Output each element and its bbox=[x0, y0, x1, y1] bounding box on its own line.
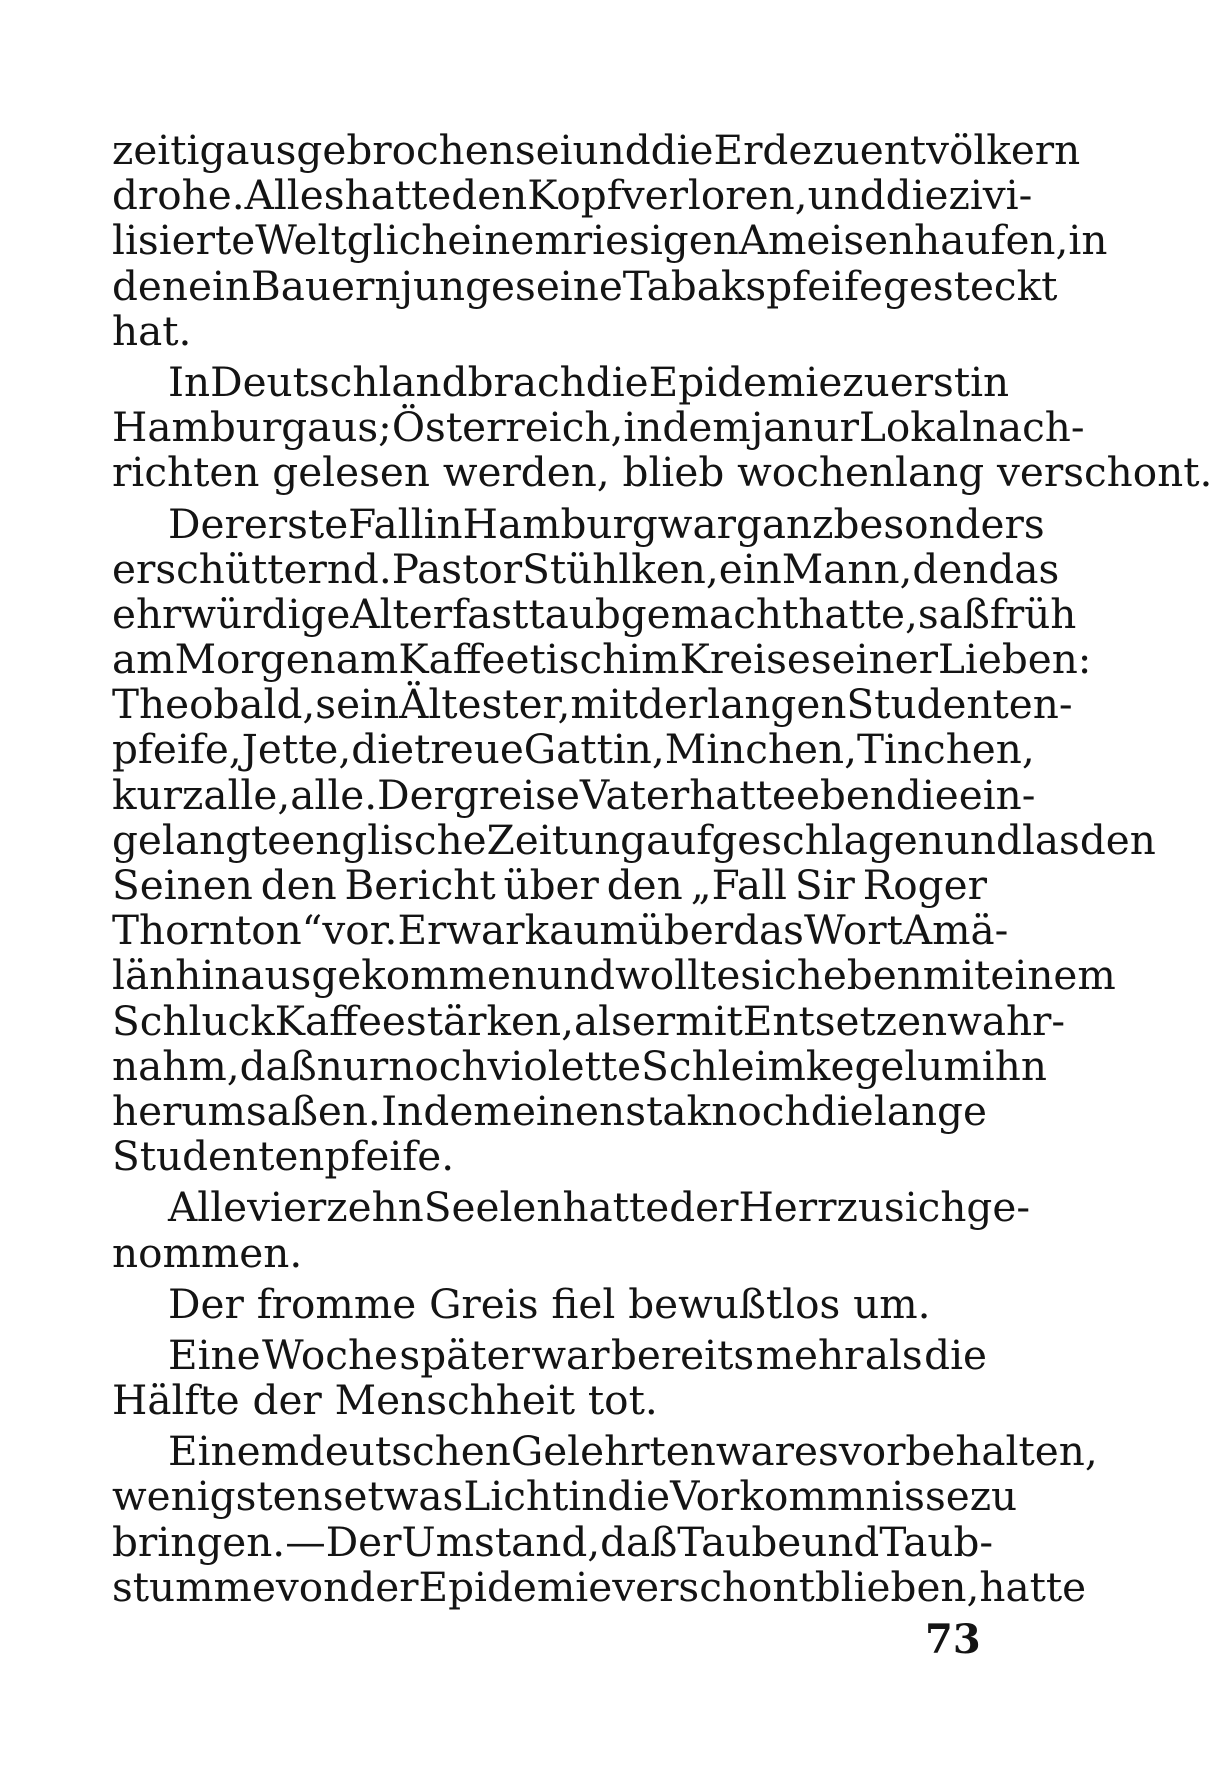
word: Woche bbox=[262, 1330, 398, 1379]
word: wenigstens bbox=[112, 1472, 344, 1521]
word: vorbehalten, bbox=[838, 1427, 1098, 1476]
word: erschütternd. bbox=[112, 544, 392, 593]
text-line bbox=[112, 1330, 987, 1379]
text-line bbox=[112, 635, 1092, 684]
word: mit bbox=[675, 996, 743, 1045]
text-line bbox=[112, 1228, 987, 1277]
word: blieb bbox=[622, 448, 738, 497]
word: als bbox=[864, 1330, 923, 1379]
word: langen bbox=[707, 680, 847, 729]
word: mehr bbox=[755, 1330, 864, 1379]
text-line bbox=[112, 1562, 1087, 1611]
word: In bbox=[168, 357, 211, 406]
word: aufgeschlagen bbox=[646, 815, 944, 864]
word: und bbox=[572, 126, 651, 174]
word: die bbox=[895, 770, 959, 819]
text-line bbox=[112, 1134, 987, 1179]
word: Hamburg bbox=[112, 403, 308, 452]
word: das bbox=[733, 906, 804, 955]
text-line bbox=[112, 126, 1081, 174]
word: gemacht bbox=[620, 589, 799, 638]
word: Gelehrten bbox=[510, 1427, 716, 1476]
word: seine bbox=[515, 261, 623, 310]
word: der bbox=[669, 1183, 739, 1232]
word: war bbox=[531, 1330, 610, 1379]
word: treue bbox=[414, 725, 524, 774]
word: in bbox=[623, 403, 663, 452]
word: Erde bbox=[713, 126, 813, 174]
text-line bbox=[112, 770, 1036, 819]
text-line bbox=[112, 725, 1035, 774]
word: der bbox=[252, 1376, 335, 1425]
word: kurz bbox=[112, 770, 204, 819]
word: alle, bbox=[203, 770, 291, 819]
word: die bbox=[650, 126, 714, 174]
word: Er bbox=[397, 906, 447, 955]
word: — bbox=[285, 1517, 326, 1566]
word: in bbox=[423, 499, 463, 548]
word: werden, bbox=[442, 448, 623, 497]
paragraph bbox=[112, 499, 1156, 1181]
word: dem bbox=[423, 1086, 512, 1135]
word: Greis bbox=[429, 1279, 552, 1328]
word: die bbox=[351, 725, 415, 774]
word: entvölkern bbox=[859, 126, 1081, 174]
word: Tinchen, bbox=[856, 725, 1035, 774]
word: verschont bbox=[612, 1562, 815, 1611]
text-line bbox=[112, 1427, 1098, 1476]
word: die bbox=[924, 1330, 987, 1379]
word: Menschheit bbox=[334, 1376, 588, 1425]
word: nommen. bbox=[112, 1228, 303, 1277]
word: blieben, bbox=[814, 1562, 980, 1611]
word: hatte bbox=[344, 171, 452, 220]
paragraph bbox=[112, 357, 1212, 497]
word: daß bbox=[239, 1041, 317, 1090]
word: seiner bbox=[810, 635, 938, 684]
word: fromme bbox=[256, 1279, 430, 1328]
word: zu bbox=[836, 1183, 884, 1232]
word: Hälfte bbox=[112, 1376, 253, 1425]
word: war bbox=[715, 1427, 795, 1476]
word: Taube bbox=[677, 1517, 802, 1566]
word: Ameisenhaufen, bbox=[738, 216, 1069, 265]
word: Epidemie bbox=[648, 357, 843, 406]
word: einen bbox=[511, 1086, 626, 1135]
word: den bbox=[451, 171, 528, 220]
word: noch bbox=[388, 1041, 488, 1090]
word: den bbox=[112, 261, 188, 310]
text-line bbox=[112, 815, 1156, 864]
word: Schleimkegel bbox=[641, 1041, 918, 1090]
word: ge- bbox=[966, 1183, 1030, 1232]
word: Einem bbox=[168, 1427, 299, 1476]
word: es bbox=[794, 1427, 839, 1476]
paragraph bbox=[112, 1183, 1030, 1277]
word: Bauernjunge bbox=[251, 261, 516, 310]
word: Theobald, bbox=[112, 680, 316, 729]
paragraph bbox=[112, 1427, 1098, 1611]
text-line bbox=[112, 448, 1212, 497]
word: über bbox=[637, 906, 734, 955]
word: hatte bbox=[979, 1562, 1087, 1611]
text-line bbox=[112, 499, 1045, 548]
word: Welt bbox=[255, 216, 347, 265]
word: gelesen bbox=[272, 448, 443, 497]
body-text bbox=[112, 126, 1212, 1611]
word: Mann, bbox=[781, 544, 913, 593]
word: zuerst bbox=[842, 357, 971, 406]
word: richten bbox=[112, 448, 273, 497]
word: län bbox=[112, 951, 176, 1000]
word: Stühlken, bbox=[522, 544, 719, 593]
word: besonders bbox=[833, 499, 1045, 548]
word: vierzehn bbox=[247, 1183, 424, 1232]
word: ganz bbox=[735, 499, 834, 548]
word: lisierte bbox=[112, 216, 256, 265]
word: las bbox=[1021, 815, 1080, 864]
word: fast bbox=[452, 589, 529, 638]
word: noch bbox=[711, 1086, 811, 1135]
word: Gattin, bbox=[523, 725, 665, 774]
text-line bbox=[112, 1086, 987, 1135]
word: die bbox=[607, 1472, 671, 1521]
word: am bbox=[335, 635, 399, 684]
text-line bbox=[112, 1183, 1030, 1232]
word: Vater bbox=[579, 770, 690, 819]
word: die bbox=[810, 1086, 874, 1135]
word: in bbox=[1068, 216, 1108, 265]
word: ehrwürdige bbox=[112, 589, 351, 638]
word: Alles bbox=[244, 171, 345, 220]
word: und bbox=[801, 1517, 880, 1566]
word: mit bbox=[922, 951, 991, 1000]
word: Amä- bbox=[902, 906, 1009, 955]
word: um bbox=[917, 1041, 982, 1090]
word: Der bbox=[377, 770, 453, 819]
word: Fall bbox=[348, 499, 424, 548]
word: am bbox=[112, 635, 175, 684]
word: hinausgekommen bbox=[175, 951, 537, 1000]
word: Studenten- bbox=[846, 680, 1073, 729]
word: erste bbox=[243, 499, 349, 548]
word: Herr bbox=[738, 1183, 837, 1232]
word: Alle bbox=[168, 1183, 248, 1232]
text-line bbox=[112, 1517, 994, 1566]
word: zivi- bbox=[948, 171, 1033, 220]
word: das bbox=[988, 544, 1060, 593]
word: Vorkommnisse bbox=[670, 1472, 970, 1521]
text-line bbox=[112, 544, 1060, 593]
word: Ältester, bbox=[399, 680, 571, 729]
text-line bbox=[112, 863, 987, 908]
word: lange bbox=[873, 1086, 987, 1135]
word: früh bbox=[989, 589, 1077, 638]
text-line bbox=[112, 1041, 1047, 1090]
word: zeitig bbox=[112, 126, 226, 174]
word: war bbox=[446, 906, 525, 955]
word: Lieben: bbox=[938, 635, 1092, 684]
word: ihn bbox=[981, 1041, 1047, 1090]
word: Studentenpfeife. bbox=[112, 1132, 455, 1181]
word: Minchen, bbox=[664, 725, 857, 774]
word: „Fall bbox=[690, 861, 787, 909]
text-line bbox=[112, 306, 987, 355]
text-line bbox=[112, 261, 1058, 310]
word: und bbox=[807, 171, 886, 220]
text-line bbox=[112, 403, 1085, 452]
text-line bbox=[112, 906, 1009, 955]
paragraph bbox=[112, 1330, 987, 1425]
word: den bbox=[606, 861, 683, 909]
text-line bbox=[112, 357, 1010, 406]
word: Kreise bbox=[679, 635, 811, 684]
word: Pastor bbox=[391, 544, 523, 593]
word: kaum bbox=[524, 906, 638, 955]
word: Zeitung bbox=[486, 815, 647, 864]
word: riesigen bbox=[572, 216, 739, 265]
word: hatte bbox=[689, 770, 796, 819]
word: ein bbox=[718, 544, 782, 593]
word: nahm, bbox=[112, 1041, 240, 1090]
word: etwas bbox=[343, 1472, 464, 1521]
word: Der bbox=[325, 1517, 402, 1566]
word: Sir bbox=[794, 861, 855, 909]
word: der bbox=[637, 680, 708, 729]
word: hatte bbox=[562, 1183, 670, 1232]
word: sich bbox=[883, 1183, 967, 1232]
text-line bbox=[112, 1378, 987, 1423]
word: verloren, bbox=[621, 171, 808, 220]
word: Der bbox=[168, 1279, 257, 1328]
word: Kaffee bbox=[274, 996, 406, 1045]
word: deutschen bbox=[298, 1427, 511, 1476]
word: der bbox=[349, 1562, 419, 1611]
word: wollte bbox=[615, 951, 741, 1000]
word: brach bbox=[467, 357, 586, 406]
word: den bbox=[912, 544, 989, 593]
text-line bbox=[112, 996, 1066, 1045]
word: zu bbox=[812, 126, 860, 174]
word: dem bbox=[662, 403, 751, 452]
word: in bbox=[568, 1472, 608, 1521]
word: Morgen bbox=[174, 635, 336, 684]
word: einem bbox=[447, 216, 573, 265]
word: Kaffeetisch bbox=[398, 635, 629, 684]
word: Der bbox=[168, 499, 244, 548]
word: den bbox=[260, 861, 337, 909]
word: alle. bbox=[290, 770, 378, 819]
word: violette bbox=[487, 1041, 642, 1090]
text-line bbox=[112, 589, 1077, 638]
word: aus; bbox=[307, 403, 392, 452]
word: fiel bbox=[551, 1279, 629, 1328]
word: Roger bbox=[862, 861, 987, 909]
word: Wort bbox=[803, 906, 903, 955]
word: und bbox=[943, 815, 1022, 864]
word: den bbox=[1079, 815, 1156, 864]
word: Österreich, bbox=[391, 403, 624, 452]
word: pfeife, bbox=[112, 725, 242, 774]
word: bereits bbox=[610, 1330, 755, 1379]
word: die bbox=[585, 357, 649, 406]
word: eben bbox=[795, 770, 896, 819]
word: glich bbox=[346, 216, 448, 265]
word: hat. bbox=[112, 306, 192, 355]
word: Kopf bbox=[527, 171, 622, 220]
word: sich bbox=[740, 951, 823, 1000]
page-number: 73 bbox=[925, 1616, 981, 1663]
word: saß bbox=[917, 589, 990, 638]
word: nur bbox=[316, 1041, 389, 1090]
word: Entsetzen bbox=[742, 996, 948, 1045]
word: eben bbox=[822, 951, 923, 1000]
word: und bbox=[537, 951, 616, 1000]
word: im bbox=[628, 635, 680, 684]
word: bringen. bbox=[112, 1517, 286, 1566]
word: einem bbox=[990, 951, 1116, 1000]
word: Jette, bbox=[241, 725, 352, 774]
word: Thornton“ bbox=[112, 906, 323, 955]
word: sei bbox=[514, 126, 573, 174]
word: gelangte bbox=[112, 815, 292, 864]
word: Seelen bbox=[423, 1183, 563, 1232]
word: nur bbox=[787, 403, 859, 452]
word: stärken, bbox=[405, 996, 574, 1045]
word: Deutschland bbox=[210, 357, 468, 406]
text-line bbox=[112, 680, 1073, 729]
word: ausgebrochen bbox=[225, 126, 515, 174]
word: als bbox=[573, 996, 632, 1045]
word: Bericht bbox=[344, 861, 496, 909]
word: in bbox=[970, 357, 1010, 406]
word: Licht bbox=[463, 1472, 569, 1521]
word: um. bbox=[853, 1279, 931, 1328]
word: greise bbox=[452, 770, 580, 819]
word: herumsaßen. bbox=[112, 1086, 381, 1135]
word: war bbox=[657, 499, 736, 548]
word: hatte, bbox=[798, 589, 918, 638]
word: englische bbox=[291, 815, 487, 864]
word: stumme bbox=[112, 1562, 276, 1611]
word: wochenlang bbox=[737, 448, 997, 497]
word: Epidemie bbox=[418, 1562, 613, 1611]
word: über bbox=[503, 861, 599, 909]
word: gesteckt bbox=[883, 261, 1058, 310]
word: Taub- bbox=[879, 1517, 994, 1566]
word: zu bbox=[969, 1472, 1018, 1521]
word: ein bbox=[187, 261, 251, 310]
word: Umstand, bbox=[401, 1517, 601, 1566]
word: stak bbox=[625, 1086, 712, 1135]
word: daß bbox=[600, 1517, 678, 1566]
text-line bbox=[112, 951, 1116, 1000]
word: ein- bbox=[958, 770, 1036, 819]
word: sein bbox=[315, 680, 400, 729]
word: Alter bbox=[350, 589, 453, 638]
paragraph bbox=[112, 126, 1108, 355]
word: verschont. bbox=[997, 448, 1212, 497]
word: später bbox=[399, 1330, 530, 1379]
word: ja bbox=[750, 403, 788, 452]
word: bewußtlos bbox=[628, 1279, 854, 1328]
word: er bbox=[631, 996, 676, 1045]
word: Schluck bbox=[112, 996, 275, 1045]
word: Eine bbox=[168, 1330, 261, 1379]
word: Seinen bbox=[112, 861, 253, 909]
word: wahr- bbox=[947, 996, 1066, 1045]
text-line bbox=[112, 216, 1108, 265]
word: Hamburg bbox=[462, 499, 658, 548]
word: drohe. bbox=[112, 171, 245, 220]
word: mit bbox=[570, 680, 638, 729]
word: tot. bbox=[587, 1376, 658, 1425]
word: Tabakspfeife bbox=[622, 261, 884, 310]
text-line bbox=[112, 1279, 987, 1328]
word: Lokalnach- bbox=[858, 403, 1085, 452]
word: vor. bbox=[322, 906, 398, 955]
paragraph bbox=[112, 1279, 987, 1328]
text-line bbox=[112, 171, 1033, 220]
word: In bbox=[381, 1086, 424, 1135]
word: taub bbox=[528, 589, 621, 638]
text-line bbox=[112, 1472, 1018, 1521]
word: die bbox=[885, 171, 949, 220]
word: von bbox=[275, 1562, 350, 1611]
